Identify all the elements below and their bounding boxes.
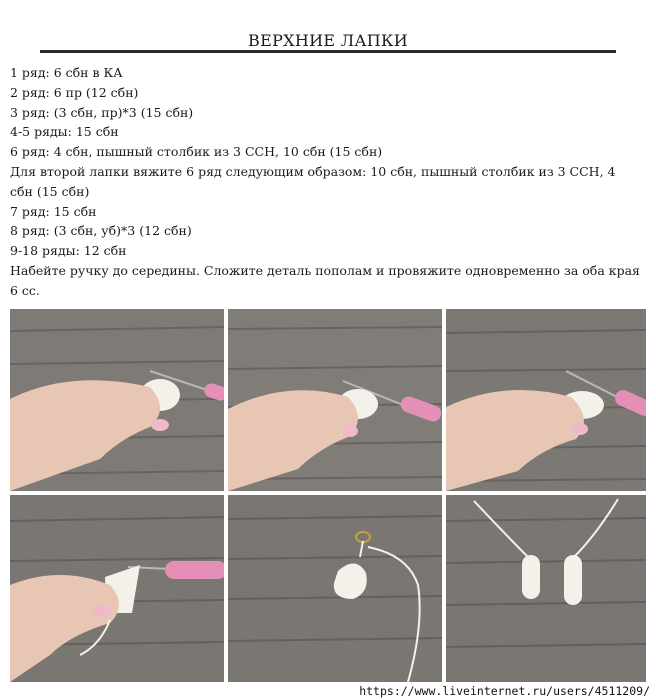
instruction-line: 4-5 ряды: 15 сбн: [10, 124, 119, 140]
instruction-line: 6 ряд: 4 сбн, пышный столбик из 3 ССН, 10 сбн (15 сбн): [10, 144, 383, 160]
photo-hook-long: [10, 495, 224, 682]
watermark-url: https://www.liveinternet.ru/users/4511209/: [359, 684, 650, 698]
instruction-line: 8 ряд: (3 сбн, уб)*3 (12 сбн): [10, 223, 192, 239]
instruction-line: 7 ряд: 15 сбн: [10, 203, 97, 219]
instruction-line: 2 ряд: 6 пр (12 сбн): [10, 84, 139, 100]
photo-paw-marker: [228, 495, 442, 682]
photo-two-paws: [446, 495, 646, 682]
page-title: ВЕРХНИЕ ЛАПКИ: [248, 31, 408, 50]
photo-grid: [10, 309, 646, 682]
instructions: [10, 63, 642, 301]
instruction-line: 1 ряд: 6 сбн в КА: [10, 65, 123, 80]
instruction-line: Набейте ручку до середины. Сложите деталь пополам и провяжите одновременно за оба края 6 сс.: [10, 262, 640, 298]
photo-hook-round: [446, 309, 646, 491]
instruction-line: 9-18 ряды: 12 сбн: [10, 243, 127, 259]
title-underline: [40, 50, 616, 53]
photo-hook-start: [10, 309, 224, 491]
instruction-line: Для второй лапки вяжите 6 ряд следующим образом: 10 сбн, пышный столбик из 3 ССН, 4 сбн (15 сбн): [10, 163, 616, 199]
instruction-line: 3 ряд: (3 сбн, пр)*3 (15 сбн): [10, 104, 194, 120]
photo-hook-progress: [228, 309, 442, 491]
